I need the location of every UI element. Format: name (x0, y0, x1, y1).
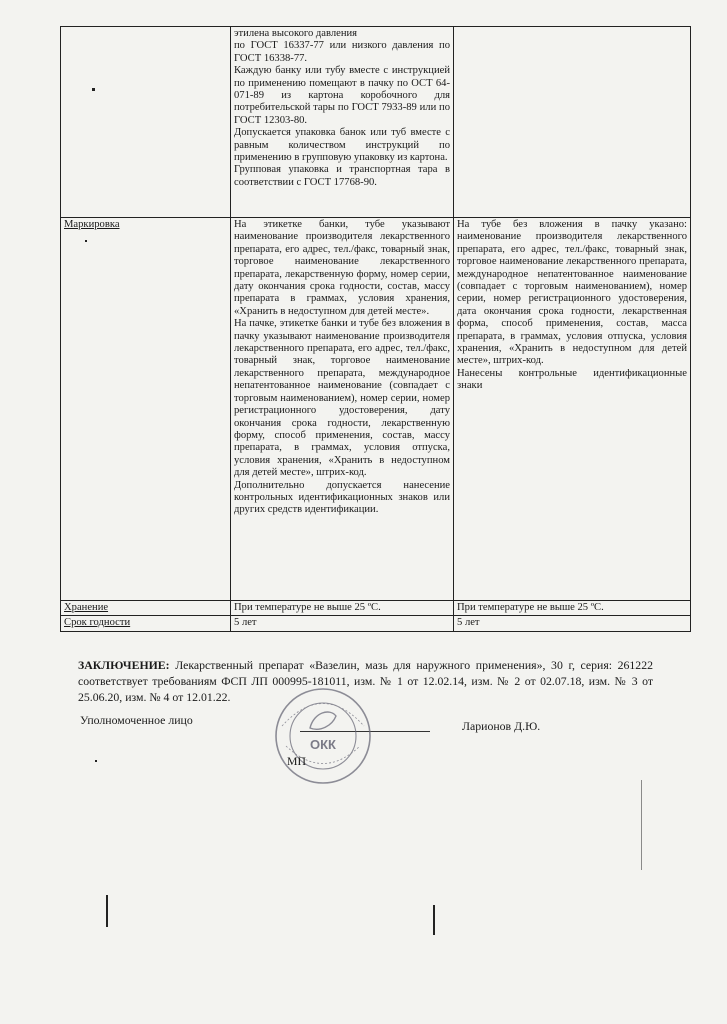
text-paragraph: Дополнительно допускается нанесение контрольных идентификационных знаков или других средств идентификации. (234, 479, 450, 516)
signatory-name: Ларионов Д.Ю. (462, 719, 541, 733)
company-stamp (258, 686, 388, 786)
cell-shelf-requirement: 5 лет (231, 616, 454, 631)
text-paragraph: Нанесены контрольные идентификационные знаки (457, 367, 687, 392)
cell-storage-result: При температуре не выше 25 ºС. (454, 601, 691, 616)
text-paragraph: Допускается упаковка банок или туб вместе с равным количеством инструкций по применению в групповую упаковку из картона. (234, 127, 450, 164)
scan-artifact (85, 240, 87, 242)
row-label: Маркировка (64, 219, 120, 230)
row-label: Хранение (64, 602, 109, 613)
seal-placeholder-mp: МП (287, 754, 307, 768)
scan-artifact (95, 760, 97, 762)
row-label: Срок годности (64, 617, 131, 629)
table-row-storage (61, 601, 691, 616)
scan-artifact (106, 895, 108, 927)
cell-packaging-result (454, 27, 691, 218)
text-paragraph: Каждую банку или тубу вместе с инструкцией по применению помещают в пачку по ОСТ 64-071-89 из картона коробочного для потребительской тары по ГОСТ 7933-89 или по ГОСТ 12303-80. (234, 65, 450, 126)
cell-marking-requirement (231, 218, 454, 601)
cell-shelf-result: 5 лет (454, 616, 691, 631)
cell-storage-requirement: При температуре не выше 25 ºС. (231, 601, 454, 616)
scan-artifact (92, 88, 95, 91)
conclusion-text: Лекарственный препарат «Вазелин, мазь для наружного применения», 30 г, серия: 261222 соответствует требованиям ФСП ЛП 000995-181011, изм. № 1 от 12.02.14, изм. № 2 от 02.07.18, изм. № 3 от 25.06.20, изм. № 4 от 12.01.22. (78, 658, 654, 704)
cell-packaging-requirement (231, 27, 454, 218)
scan-artifact (433, 905, 435, 935)
cell-label-marking (61, 218, 231, 601)
text-paragraph: На тубе без вложения в пачку указано: наименование производителя лекарственного препарата, его адрес, тел./факс, товарный знак, торговое наименование лекарственного препарата, международное непатентованное наименование (совпадает с торговым наименованием), номер серии, номер регистрационного удостоверения, дата окончания срока годности, лекарственная форма, способ применения, состав, масса препарата, в граммах, условия отпуска, условия хранения, «Хранить в недоступном для детей месте», штрих-код. (457, 219, 687, 367)
cell-label-empty (61, 27, 231, 218)
cell-marking-result (454, 218, 691, 601)
text-paragraph: На пачке, этикетке банки и тубе без вложения в пачку указывают наименование производителя лекарственного препарата, его адрес, тел./факс, товарный знак, торговое наименование лекарственного препарата, международное непатентованное наименование (совпадает с торговым наименованием), номер серии, номер регистрационного удостоверения, дату окончания срока годности, лекарственную форму, способ применения, состав, массу препарата, в граммах, условия отпуска, условия хранения, «Хранить в недоступном для детей месте», штрих-код. (234, 318, 450, 479)
specification-table (60, 26, 691, 632)
table-row-shelf-life (61, 616, 691, 631)
cell-label-shelf-life (61, 616, 231, 631)
table-row-packaging (61, 27, 691, 218)
text-paragraph: по ГОСТ 16337-77 или низкого давления по ГОСТ 16338-77. (234, 40, 450, 64)
text-paragraph: На этикетке банки, тубе указывают наименование производителя лекарственного препарата, его адрес, тел./факс, товарный знак, торговое наименование лекарственного препарата, лекарственную форму, номер серии, дату окончания срока годности, состав, массу препарата в граммах, условия хранения, «Хранить в недоступном для детей месте». (234, 219, 450, 317)
cell-label-storage (61, 601, 231, 616)
scan-artifact (641, 780, 642, 870)
text-paragraph: этилена высокого давления (234, 28, 358, 39)
conclusion-heading: ЗАКЛЮЧЕНИЕ: (78, 658, 170, 672)
table-row-marking (61, 218, 691, 601)
signatory-role: Уполномоченное лицо (80, 713, 193, 727)
text-paragraph: Групповая упаковка и транспортная тара в соответствии с ГОСТ 17768-90. (234, 164, 450, 188)
stamp-emblem (310, 712, 336, 729)
stamp-center-text: ОКК (310, 737, 336, 752)
